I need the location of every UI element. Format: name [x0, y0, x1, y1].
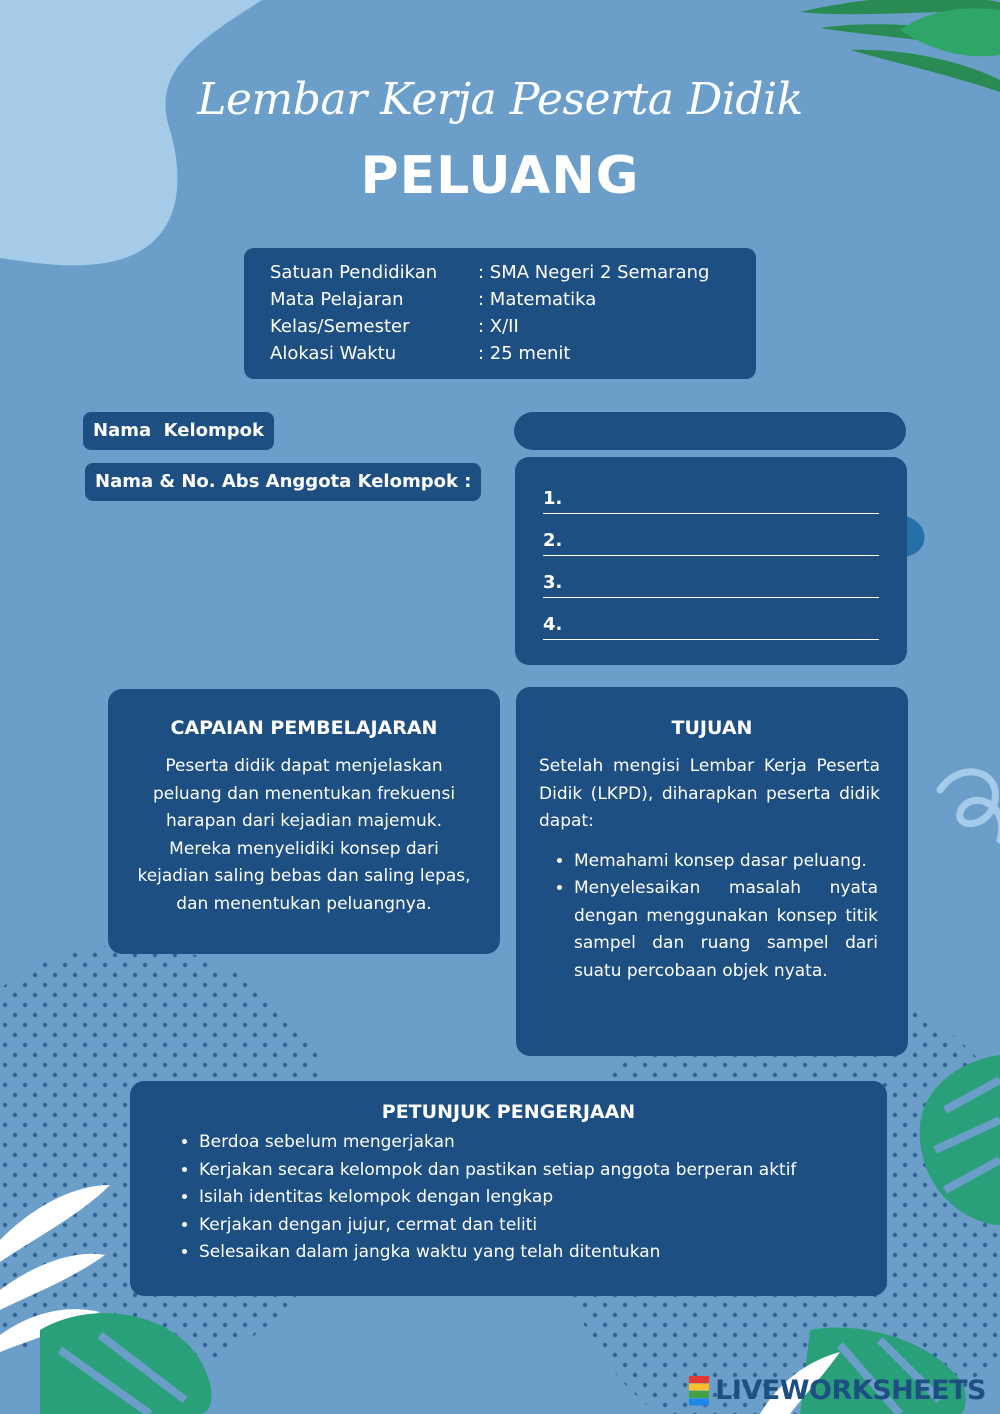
identity-info-card	[244, 248, 756, 379]
liveworksheets-watermark	[689, 1375, 986, 1406]
worksheet-main-title: PELUANG	[360, 146, 640, 206]
petunjuk-item: • Selesaikan dalam jangka waktu yang telah ditentukan	[199, 1239, 887, 1267]
tujuan-item: • Memahami konsep dasar peluang.	[574, 848, 878, 876]
capaian-heading: CAPAIAN PEMBELAJARAN	[170, 717, 438, 739]
group-members-box	[515, 457, 907, 665]
info-row-subject	[270, 286, 709, 313]
capaian-card	[108, 689, 500, 954]
petunjuk-item: • Berdoa sebelum mengerjakan	[199, 1129, 887, 1157]
member-number: 2.	[543, 530, 563, 551]
info-value: : Matematika	[478, 289, 597, 310]
petunjuk-item: • Kerjakan secara kelompok dan pastikan setiap anggota berperan aktif	[199, 1157, 887, 1185]
member-number: 4.	[543, 614, 563, 635]
info-value: : 25 menit	[478, 343, 571, 364]
info-row-time	[270, 340, 709, 367]
member-number: 1.	[543, 488, 563, 509]
petunjuk-item: • Isilah identitas kelompok dengan lengkap	[199, 1184, 887, 1212]
petunjuk-card	[130, 1081, 887, 1296]
liveworksheets-logo-icon	[689, 1376, 709, 1406]
info-label: Alokasi Waktu	[270, 343, 397, 364]
info-value: : SMA Negeri 2 Semarang	[478, 262, 710, 283]
info-label: Mata Pelajaran	[270, 289, 404, 310]
group-members-label: Nama & No. Abs Anggota Kelompok :	[85, 463, 481, 501]
member-entry-2[interactable]	[543, 515, 879, 556]
petunjuk-list	[130, 1129, 887, 1267]
swirl-icon	[940, 772, 1000, 840]
member-number: 3.	[543, 572, 563, 593]
small-blue-bump	[905, 516, 925, 557]
group-name-input-box[interactable]	[514, 412, 906, 450]
capaian-text: Peserta didik dapat menjelaskan peluang dan menentukan frekuensi harapan dari kejadian majemuk. Mereka menyelidiki konsep dari kejadian saling bebas dan saling lepas, dan menentukan peluangnya.	[137, 756, 471, 914]
member-entry-4[interactable]	[543, 599, 879, 640]
worksheet-script-title: Lembar Kerja Peserta Didik	[197, 74, 803, 125]
info-row-class	[270, 313, 709, 340]
info-value: : X/II	[478, 316, 519, 337]
info-row-school	[270, 259, 709, 286]
light-blob-shape	[0, 0, 262, 265]
info-label: Satuan Pendidikan	[270, 262, 438, 283]
tujuan-intro: Setelah mengisi Lembar Kerja Peserta Didik (LKPD), diharapkan peserta didik dapat:	[539, 756, 880, 831]
tujuan-card	[516, 687, 908, 1056]
tujuan-heading: TUJUAN	[671, 717, 753, 739]
petunjuk-heading: PETUNJUK PENGERJAAN	[381, 1101, 636, 1123]
tujuan-item: • Menyelesaikan masalah nyata dengan menggunakan konsep titik sampel dan ruang sampel dari suatu percobaan objek nyata.	[574, 875, 878, 985]
petunjuk-item: • Kerjakan dengan jujur, cermat dan teliti	[199, 1212, 887, 1240]
info-label: Kelas/Semester	[270, 316, 410, 337]
liveworksheets-text: LIVEWORKSHEETS	[715, 1375, 986, 1406]
member-entry-1[interactable]	[543, 473, 879, 514]
member-entry-3[interactable]	[543, 557, 879, 598]
tujuan-list	[516, 848, 908, 986]
group-name-label: Nama Kelompok	[83, 412, 274, 450]
